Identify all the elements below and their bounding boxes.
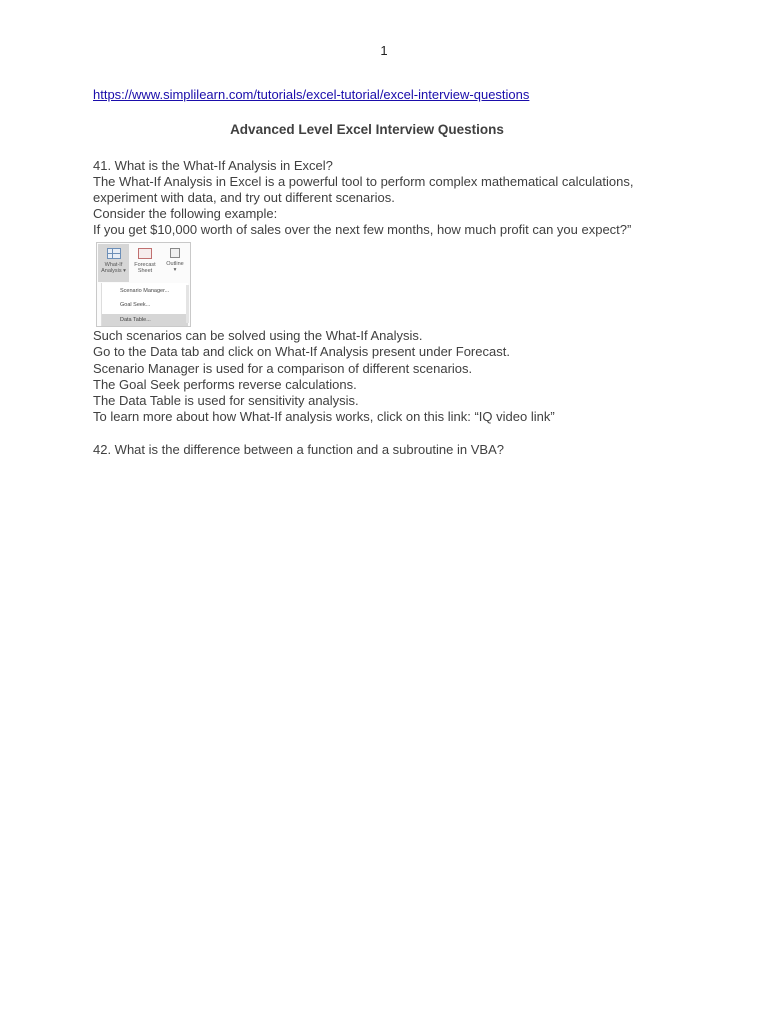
excel-what-if-screenshot: [96, 242, 191, 327]
outline-icon: [170, 248, 180, 258]
ribbon-button-forecast: [130, 244, 160, 282]
menu-item-scenario-manager: Scenario Manager...: [120, 288, 170, 294]
ribbon-button-label: Forecast: [134, 262, 156, 268]
ribbon-button-label: What-If: [104, 262, 123, 268]
what-if-dropdown-menu: [101, 283, 188, 327]
q41-after-line-3: Scenario Manager is used for a comparison of different scenarios.: [93, 361, 473, 376]
ribbon-button-outline: [161, 244, 189, 282]
question-42: 42. What is the difference between a function and a subroutine in VBA?: [93, 442, 504, 457]
source-link[interactable]: https://www.simplilearn.com/tutorials/excel-tutorial/excel-interview-questions: [93, 87, 530, 102]
q41-line-2: experiment with data, and try out different scenarios.: [93, 190, 395, 205]
q41-after-line-1: Such scenarios can be solved using the What-If Analysis.: [93, 328, 423, 343]
ribbon-button-label: Outline: [166, 261, 184, 267]
ribbon-button-label: Analysis ▾: [101, 268, 126, 274]
q41-after-line-4: The Goal Seek performs reverse calculations.: [93, 377, 357, 392]
page-number: 1: [380, 43, 388, 58]
forecast-chart-icon: [138, 248, 152, 259]
q41-after-line-5: The Data Table is used for sensitivity analysis.: [93, 393, 359, 408]
q41-line-3: Consider the following example:: [93, 206, 278, 221]
ribbon-button-label: Sheet: [137, 268, 153, 274]
document-title: Advanced Level Excel Interview Questions: [230, 122, 504, 137]
q41-line-1: The What-If Analysis in Excel is a powerful tool to perform complex mathematical calculations,: [93, 174, 634, 189]
ribbon-button-label: ▾: [173, 267, 177, 273]
q41-after-line-6: To learn more about how What-If analysis works, click on this link: “IQ video link”: [93, 409, 555, 424]
what-if-grid-icon: [107, 248, 121, 259]
menu-item-data-table: Data Table...: [102, 314, 188, 326]
question-41: 41. What is the What-If Analysis in Excel?: [93, 158, 333, 173]
q41-after-line-2: Go to the Data tab and click on What-If Analysis present under Forecast.: [93, 344, 510, 359]
q41-line-4: If you get $10,000 worth of sales over the next few months, how much profit can you expect?”: [93, 222, 632, 237]
ribbon-button-what-if: [98, 244, 129, 282]
menu-item-goal-seek: Goal Seek...: [120, 302, 151, 308]
menu-scrollbar: [186, 285, 189, 323]
